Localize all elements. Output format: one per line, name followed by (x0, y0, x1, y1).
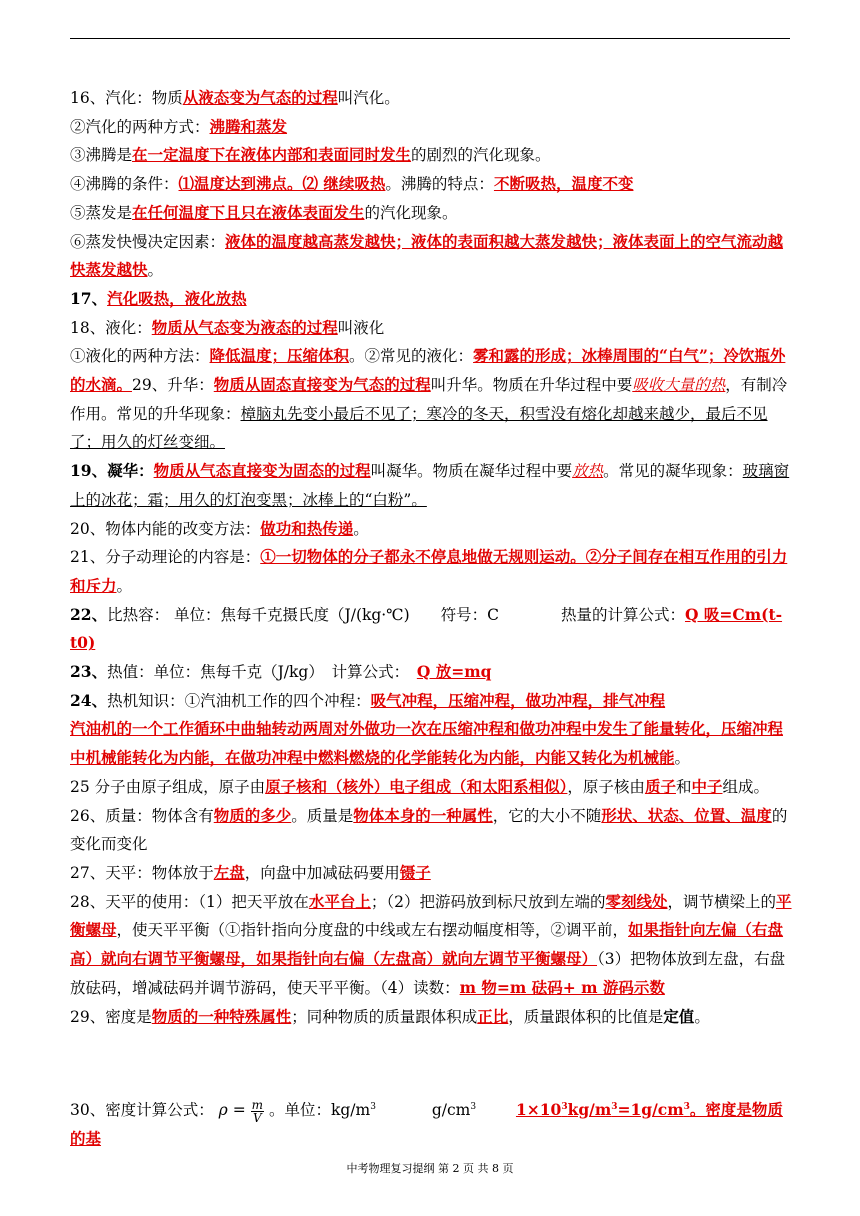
highlight-text: 19、 (70, 461, 108, 481)
highlight-text: 物体本身的一种属性 (353, 805, 493, 825)
highlight-text: 液体的温度越高蒸发越快；液体的表面积越大蒸发越快；液体表面上的空气流动越快蒸发越快 (70, 231, 784, 280)
highlight-text: 汽油机的一个工作循环中曲轴转动两周对外做功一次在压缩冲程和做功冲程中发生了能量转化，压缩冲程中机械能转化为内能，在做功冲程中燃料燃烧的化学能转化为内能，内能又转化为机械能 (70, 719, 784, 768)
highlight-text: 吸气冲程，压缩冲程，做功冲程，排气冲程 (370, 690, 666, 710)
paragraph (70, 314, 792, 343)
body-text: 29、升华： (132, 376, 214, 395)
highlight-text: 物质的多少 (213, 805, 292, 825)
rho-symbol: ρ = (218, 1101, 246, 1119)
body-text: 。质量是 (291, 806, 354, 825)
body-text: 叫液化 (337, 318, 385, 337)
body-text: （3）把物体放到左盘，右盘放砝码，增减砝码并调节游码，使天平平衡。（4）读数： (70, 950, 786, 997)
body-text: ②汽化的两种方式： (70, 117, 210, 136)
body-text: 。 (147, 261, 164, 280)
highlight-text: 放热 (572, 462, 604, 481)
highlight-text: 质子 (644, 776, 676, 796)
body-text: 27、天平：物体放于 (70, 863, 214, 882)
paragraph (70, 715, 792, 772)
body-text: ，有制冷作用。常见的升华现象： (70, 376, 788, 423)
body-text: ⑤蒸发是 (70, 203, 133, 222)
body-text: ③沸腾是 (70, 146, 133, 165)
body-text: 16、汽化：物质 (70, 89, 183, 107)
paragraph (70, 888, 792, 1003)
body-text: ；（2）把游码放到标尺放到左端的 (370, 892, 606, 911)
paragraph (70, 84, 792, 113)
highlight-text: 凝华： (107, 461, 154, 481)
body-text: 的汽化现象。 (364, 203, 458, 222)
highlight-text: 物质从气态变为液态的过程 (151, 317, 338, 337)
body-text: 热机知识：①汽油机工作的四个冲程： (107, 691, 371, 710)
highlight-text: 樟脑丸先变小最后不见了；寒冷的冬天，积雪没有熔化却越来越少，最后不见了；用久的灯丝变细。 (70, 404, 768, 452)
body-text: 比热容： 单位：焦每千克摄氏度（J/(kg·℃) 符号：C 热量的计算公式： (107, 605, 685, 624)
body-text: 。②常见的液化： (349, 347, 474, 366)
highlight-text: 平衡螺母 (70, 891, 792, 940)
highlight-text: 在一定温度下在液体内部和表面同时发生 (132, 145, 412, 165)
highlight-text: 吸收大量的热 (632, 376, 726, 395)
density-fraction (251, 1099, 264, 1124)
paragraph (70, 543, 792, 600)
unit-kgm-exp: 3 (370, 1101, 376, 1112)
highlight-text: 物质从气态直接变为固态的过程 (153, 461, 371, 481)
paragraph (70, 859, 792, 888)
highlight-text: 定值 (663, 1006, 695, 1026)
body-text: ，调节横梁上的 (667, 892, 777, 911)
body-text: 。沸腾的特点： (385, 175, 494, 194)
line-30-prefix: 30、密度计算公式： (70, 1101, 214, 1119)
unit-gcm-exp: 3 (470, 1101, 477, 1112)
highlight-text: 22、 (70, 604, 108, 624)
paragraph (70, 802, 792, 859)
highlight-text: Q 放=mq (416, 662, 492, 682)
highlight-text: 中子 (691, 776, 723, 796)
body-text: 29、密度是 (70, 1007, 152, 1026)
highlight-text: 汽化吸热，液化放热 (107, 288, 247, 308)
highlight-text: 17、 (70, 288, 108, 308)
document-body (70, 84, 792, 1031)
highlight-text: 物质的一种特殊属性 (151, 1006, 292, 1026)
paragraph (70, 1003, 792, 1032)
body-text: 。常见的凝华现象： (603, 462, 743, 481)
body-text: 叫凝华。物质在凝华过程中要 (370, 462, 573, 481)
paragraph (70, 342, 792, 457)
body-text: ⑥蒸发快慢决定因素： (70, 232, 226, 251)
body-text: ，向盘中加减砝码要用 (244, 863, 400, 882)
highlight-text: 做功和热传递 (260, 518, 354, 538)
highlight-text: 24、 (70, 690, 108, 710)
highlight-text: m 物=m 砝码+ m 游码示数 (459, 977, 665, 997)
line-30 (70, 1096, 792, 1153)
highlight-text: 物质从固态直接变为气态的过程 (213, 375, 431, 395)
body-text: 20、物体内能的改变方法： (70, 519, 261, 538)
body-text: ；同种物质的质量跟体积成 (291, 1007, 478, 1026)
highlight-text: 形状、状态、位置、温度 (601, 805, 772, 825)
paragraph (70, 687, 792, 716)
paragraph (70, 515, 792, 544)
highlight-text: 玻璃窗上的冰花；霜；用久的灯泡变黑；冰棒上的“白粉”。 (70, 462, 790, 509)
body-text: 。 (694, 1007, 710, 1026)
body-text: ，原子核由 (567, 777, 645, 796)
highlight-text: 零刻线处 (605, 891, 668, 911)
highlight-text: 不断吸热，温度不变 (493, 174, 634, 194)
highlight-text: 在任何温度下且只在液体表面发生 (132, 202, 365, 222)
highlight-text: 正比 (477, 1006, 509, 1026)
body-text: 26、质量：物体含有 (70, 806, 214, 825)
body-text: ，质量跟体积的比值是 (508, 1007, 664, 1026)
highlight-text: 雾和露的形成；冰棒周围的“白气”；冷饮瓶外的水滴。 (70, 346, 786, 395)
highlight-text: 镊子 (399, 862, 431, 882)
paragraph (70, 773, 792, 802)
paragraph (70, 199, 792, 228)
highlight-text: 水平台上 (308, 891, 371, 911)
body-text: ，它的大小不随 (492, 806, 602, 825)
density-conversion: $1\times 10^3kg/m^3=1g/cm^3$。密度是物质的基 (70, 1100, 783, 1148)
body-text: 组成。 (722, 777, 769, 796)
paragraph (70, 601, 792, 658)
page-footer: 中考物理复习提纲 第 2 页 共 8 页 (346, 1162, 514, 1175)
body-text: 。 (353, 519, 369, 538)
body-text: ，使天平平衡（①指针指向分度盘的中线或左右摆动幅度相等，②调平前， (116, 921, 629, 940)
fraction-numerator: m (251, 1097, 264, 1112)
paragraph (70, 228, 792, 285)
highlight-text: 原子核和（核外）电子组成（和太阳系相似） (265, 776, 568, 796)
header-rule (70, 38, 790, 39)
body-text: 和 (675, 777, 692, 796)
body-text: 的剧烈的汽化现象。 (411, 146, 551, 165)
body-text: ①液化的两种方法： (70, 347, 210, 366)
paragraph (70, 170, 792, 199)
body-text: 25 分子由原子组成，原子由 (70, 777, 266, 796)
paragraph (70, 285, 792, 314)
body-text: 。 (116, 576, 133, 595)
body-text: 叫升华。物质在升华过程中要 (430, 376, 633, 395)
body-text: ④沸腾的条件： (70, 175, 179, 194)
highlight-text: 左盘 (213, 862, 245, 882)
highlight-text: 降低温度；压缩体积 (209, 346, 350, 366)
highlight-text: 从液态变为气态的过程 (182, 88, 338, 107)
paragraph (70, 141, 792, 170)
body-text: 18、液化： (70, 318, 152, 337)
highlight-text: 沸腾和蒸发 (209, 116, 288, 136)
body-text: 。 (674, 749, 691, 768)
highlight-text: ⑴温度达到沸点。⑵ 继续吸热 (178, 174, 386, 194)
highlight-text: ①一切物体的分子都永不停息地做无规则运动。②分子间存在相互作用的引力和斥力 (70, 547, 788, 595)
paragraph (70, 113, 792, 142)
highlight-text: Q 吸=Cm(t-t0) (70, 604, 783, 653)
unit-kgm: 。单位：kg/m (268, 1101, 371, 1119)
body-text: 热值：单位：焦每千克（J/kg） 计算公式： (107, 663, 417, 682)
body-text: 21、分子动理论的内容是： (70, 548, 261, 567)
fraction-denominator: V (253, 1110, 262, 1125)
paragraph (70, 457, 792, 514)
body-text: 叫汽化。 (337, 89, 400, 107)
highlight-text: 23、 (70, 662, 108, 682)
highlight-text: 如果指针向左偏（右盘高）就向右调节平衡螺母，如果指针向右偏（左盘高）就向左调节平衡螺母） (70, 920, 784, 969)
unit-gcm: g/cm (431, 1101, 471, 1119)
paragraph (70, 658, 792, 687)
body-text: 的变化而变化 (70, 806, 788, 854)
body-text: 28、天平的使用：（1）把天平放在 (70, 892, 309, 911)
